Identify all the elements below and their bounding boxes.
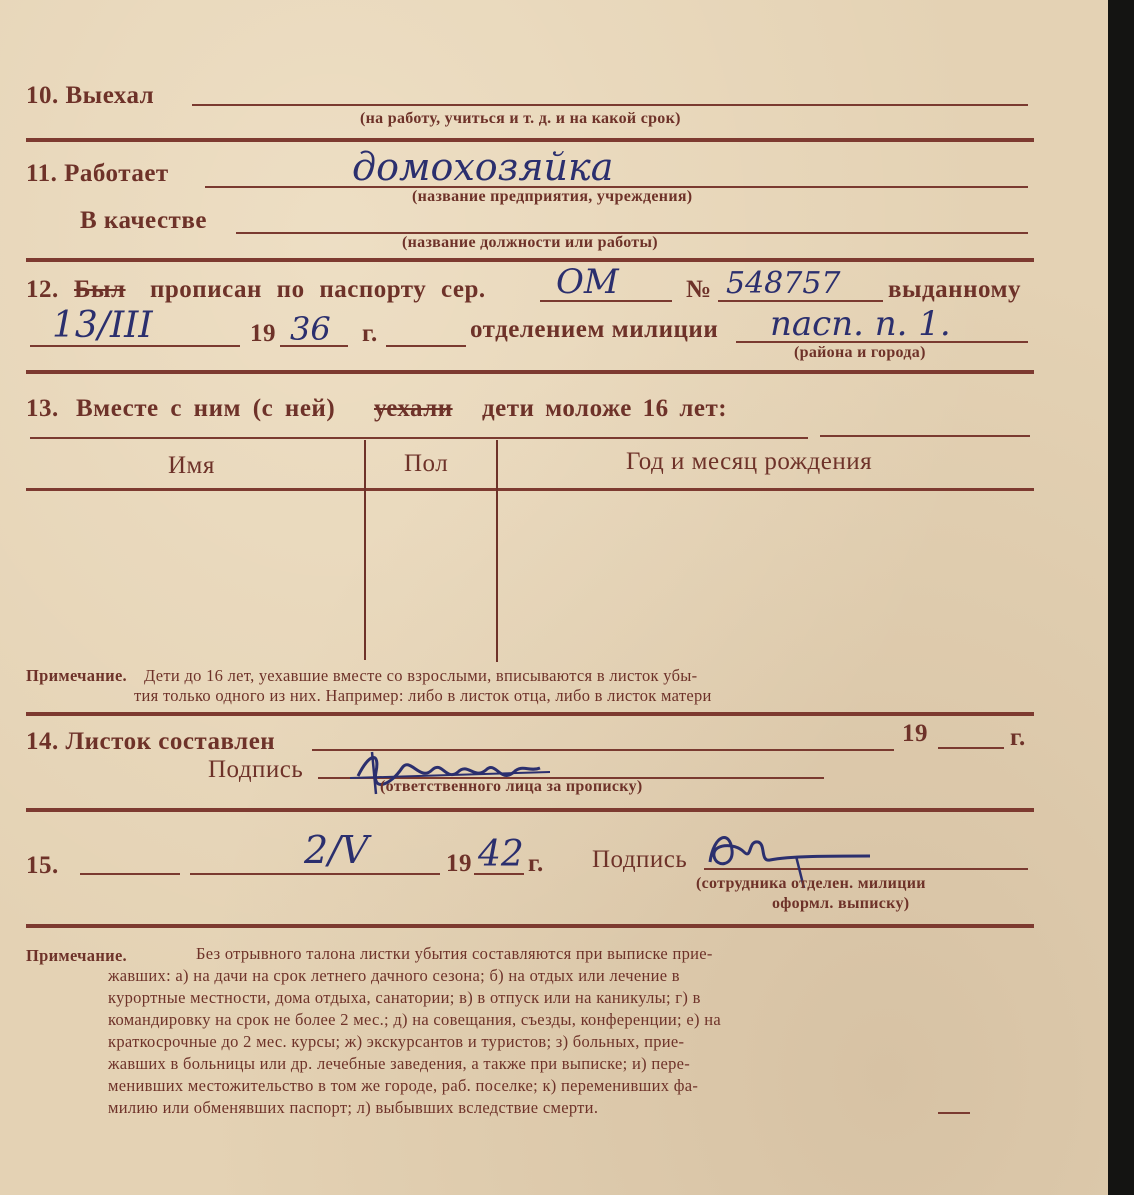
s14-label: 14. Листок составлен bbox=[26, 728, 276, 755]
s13-header-line-right bbox=[820, 435, 1030, 437]
s11-divider bbox=[26, 258, 1034, 262]
s13-note-line2: тия только одного из них. Например: либо в листок отца, либо в листок матери bbox=[134, 686, 712, 705]
s12-issued: выданному bbox=[888, 276, 1022, 303]
note2-line: милию или обменявших паспорт; л) выбывших вследствие смерти. bbox=[108, 1098, 599, 1117]
s12-text: прописан по паспорту сер. bbox=[150, 276, 486, 303]
s12-year-value: 36 bbox=[290, 310, 331, 348]
s15-caption2: оформл. выписку) bbox=[772, 895, 910, 912]
s12-series-value: ОМ bbox=[556, 262, 619, 302]
col-birth: Год и месяц рождения bbox=[626, 448, 873, 475]
s14-sign-caption: (ответственного лица за прописку) bbox=[380, 778, 643, 795]
s13-table-rule bbox=[26, 488, 1034, 491]
s15-line-1 bbox=[80, 873, 180, 875]
s13-col-divider-1 bbox=[364, 440, 366, 660]
s15-year-value: 42 bbox=[478, 834, 524, 875]
note2-line: жавших в больницы или др. лечебные заведения, а также при выписке; и) пере- bbox=[108, 1054, 691, 1073]
note2-line: курортные местности, дома отдыха, санатории; в) в отпуск или на каникулы; г) в bbox=[108, 988, 701, 1007]
s15-year-line bbox=[474, 873, 524, 875]
s14-divider bbox=[26, 808, 1034, 812]
s12-number-value: 548757 bbox=[726, 266, 841, 301]
s13-header-line bbox=[30, 437, 808, 439]
s10-divider bbox=[26, 138, 1034, 142]
s14-year-prefix: 19 bbox=[902, 720, 928, 747]
s11-position-label: В качестве bbox=[80, 207, 207, 234]
s13-col-divider-2 bbox=[496, 440, 498, 662]
s13-note-head: Примечание. bbox=[26, 666, 127, 685]
s12-office-label: отделением милиции bbox=[470, 316, 719, 343]
s12-year-prefix: 19 bbox=[250, 320, 276, 347]
note2-end-mark bbox=[938, 1112, 970, 1114]
note2-line: краткосрочные до 2 мес. курсы; ж) экскурсантов и туристов; з) больных, прие- bbox=[108, 1032, 685, 1051]
s13-struck-word: уехали bbox=[374, 395, 453, 422]
col-name: Имя bbox=[168, 452, 215, 479]
s12-date-value: 13/III bbox=[52, 305, 153, 346]
s13-text2: дети моложе 16 лет: bbox=[482, 395, 728, 422]
s14-year-line bbox=[938, 747, 1004, 749]
s15-date-value: 2/V bbox=[304, 828, 369, 872]
s12-struck-word: Был bbox=[74, 276, 126, 303]
s15-date-line bbox=[190, 873, 440, 875]
s13-note-line1: Дети до 16 лет, уехавшие вместе со взрослыми, вписываются в листок убы- bbox=[144, 666, 698, 685]
s15-year-suffix: г. bbox=[528, 850, 544, 877]
s10-label: 10. Выехал bbox=[26, 82, 155, 109]
s13-divider bbox=[26, 712, 1034, 716]
s14-year-suffix: г. bbox=[1010, 724, 1026, 751]
s12-year-line bbox=[280, 345, 348, 347]
s11-employer-value: домохозяйка bbox=[352, 145, 614, 189]
s10-field-line bbox=[192, 104, 1028, 106]
s15-year-prefix: 19 bbox=[446, 850, 472, 877]
s12-number-sign: № bbox=[686, 276, 712, 303]
note2-line: Без отрывного талона листки убытия составляются при выписке прие- bbox=[196, 944, 713, 963]
photo-background-edge bbox=[1108, 0, 1134, 1195]
col-sex: Пол bbox=[404, 450, 449, 477]
s15-caption1: (сотрудника отделен. милиции bbox=[696, 875, 926, 892]
note2-line: жавших: а) на дачи на срок летнего дачного сезона; б) на отдых или лечение в bbox=[108, 966, 680, 985]
s15-num: 15. bbox=[26, 852, 59, 879]
s10-caption: (на работу, учиться и т. д. и на какой срок) bbox=[360, 110, 681, 127]
s11-position-caption: (название должности или работы) bbox=[402, 234, 658, 251]
s11-caption: (название предприятия, учреждения) bbox=[412, 188, 693, 205]
s12-caption: (района и города) bbox=[794, 344, 926, 361]
s13-text: Вместе с ним (с ней) bbox=[76, 395, 336, 422]
s15-divider bbox=[26, 924, 1034, 928]
s12-office-value: пасп. п. 1. bbox=[770, 304, 951, 344]
s12-year-suffix: г. bbox=[362, 320, 378, 347]
s12-num: 12. bbox=[26, 276, 59, 303]
s11-label: 11. Работает bbox=[26, 160, 169, 187]
s13-num: 13. bbox=[26, 395, 59, 422]
s12-blank-line bbox=[386, 345, 466, 347]
s14-sign-label: Подпись bbox=[208, 756, 304, 783]
s12-divider bbox=[26, 370, 1034, 374]
s15-sign-label: Подпись bbox=[592, 846, 688, 873]
note2-head: Примечание. bbox=[26, 946, 127, 965]
note2-line: менивших местожительство в том же городе, раб. поселке; к) переменивших фа- bbox=[108, 1076, 699, 1095]
note2-line: командировку на срок не более 2 мес.; д) на совещания, съезды, конференции; е) на bbox=[108, 1010, 721, 1029]
